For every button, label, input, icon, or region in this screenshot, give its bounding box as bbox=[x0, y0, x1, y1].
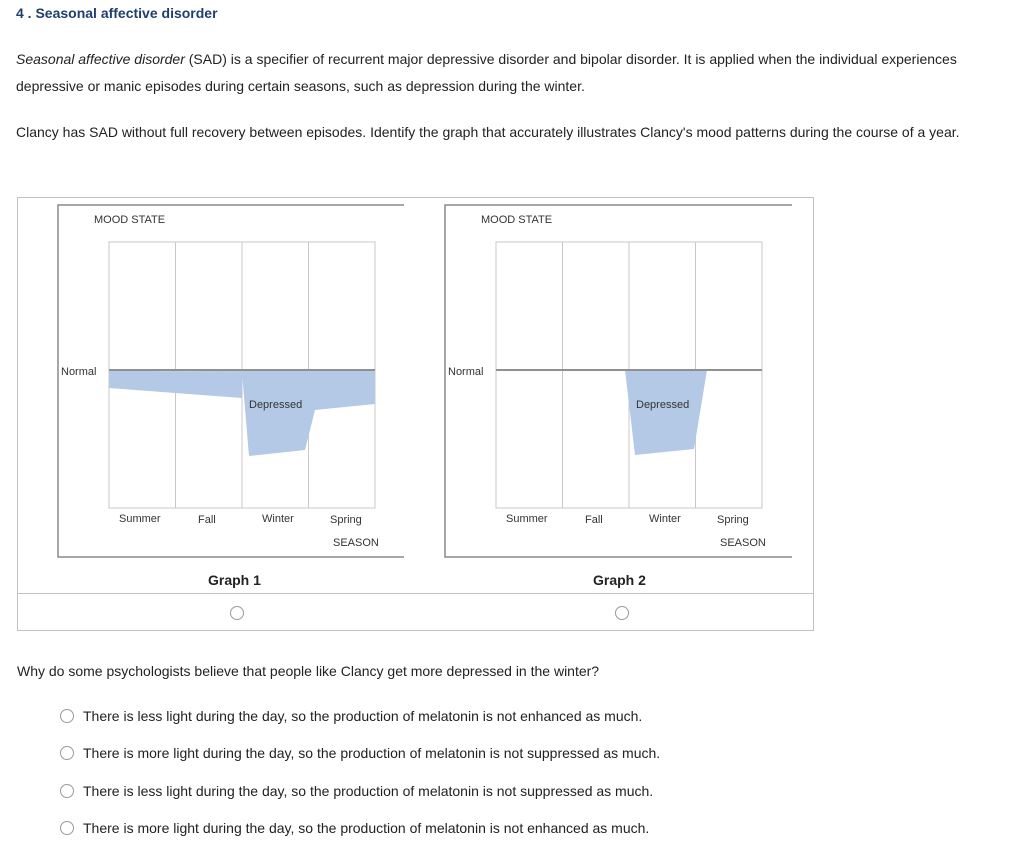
graph-2-tick-spring: Spring bbox=[717, 514, 749, 526]
answer-row-divider bbox=[18, 593, 813, 594]
question-2-prompt: Why do some psychologists believe that people like Clancy get more depressed in the winter? bbox=[17, 663, 600, 679]
graph-1-radio[interactable] bbox=[230, 606, 244, 620]
graph-2-chart bbox=[406, 198, 792, 593]
option-3-label: There is less light during the day, so the production of melatonin is not suppressed as much. bbox=[83, 783, 654, 799]
graph-1-tick-summer: Summer bbox=[119, 513, 161, 525]
graph-2-frame bbox=[445, 205, 792, 557]
graph-1-x-title: SEASON bbox=[333, 537, 379, 549]
graph-1-cell bbox=[18, 198, 404, 593]
option-1[interactable] bbox=[60, 704, 960, 730]
graph-2-y-title: MOOD STATE bbox=[481, 214, 553, 226]
option-4-label: There is more light during the day, so the production of melatonin is not enhanced as much. bbox=[83, 820, 650, 836]
option-4-radio[interactable] bbox=[60, 821, 74, 835]
option-1-radio[interactable] bbox=[60, 709, 74, 723]
graph-choice-table bbox=[17, 197, 814, 631]
graph-2-cell bbox=[406, 198, 792, 593]
graph-2-caption: Graph 2 bbox=[593, 572, 646, 588]
option-1-label: There is less light during the day, so the production of melatonin is not enhanced as much. bbox=[83, 708, 643, 724]
graph-2-depressed-label: Depressed bbox=[636, 399, 690, 411]
graph-1-tick-fall: Fall bbox=[198, 514, 216, 526]
question-title: 4 . Seasonal affective disorder bbox=[16, 5, 218, 21]
option-4[interactable] bbox=[60, 816, 960, 842]
option-3[interactable] bbox=[60, 779, 960, 805]
graph-2-tick-fall: Fall bbox=[585, 514, 603, 526]
intro-paragraph bbox=[16, 46, 1006, 100]
graph-1-y-title: MOOD STATE bbox=[94, 214, 166, 226]
graph-2-normal-label: Normal bbox=[448, 366, 484, 378]
option-2-radio[interactable] bbox=[60, 746, 74, 760]
graph-2-depressed-area bbox=[625, 370, 707, 455]
graph-1-tick-spring: Spring bbox=[330, 514, 362, 526]
graph-1-depressed-label: Depressed bbox=[249, 399, 303, 411]
graph-1-chart bbox=[18, 198, 404, 593]
question-prompt: Clancy has SAD without full recovery between episodes. Identify the graph that accurately illustrates Clancy's mood patterns during the course of a year. bbox=[16, 124, 960, 140]
intro-rest: (SAD) is a specifier of recurrent major depressive disorder and bipolar disorder. It is applied when the individual experiences depressive or manic episodes during certain seasons, such as depression during the winter. bbox=[16, 51, 957, 94]
option-2[interactable] bbox=[60, 741, 960, 767]
graph-2-tick-summer: Summer bbox=[506, 513, 548, 525]
graph-2-tick-winter: Winter bbox=[649, 513, 681, 525]
option-2-label: There is more light during the day, so the production of melatonin is not suppressed as much. bbox=[83, 745, 661, 761]
graph-1-caption: Graph 1 bbox=[208, 572, 261, 588]
graph-1-normal-label: Normal bbox=[61, 366, 97, 378]
option-3-radio[interactable] bbox=[60, 784, 74, 798]
intro-term: Seasonal affective disorder bbox=[16, 51, 185, 67]
graph-2-radio[interactable] bbox=[615, 606, 629, 620]
graph-2-x-title: SEASON bbox=[720, 537, 766, 549]
graph-1-tick-winter: Winter bbox=[262, 513, 294, 525]
